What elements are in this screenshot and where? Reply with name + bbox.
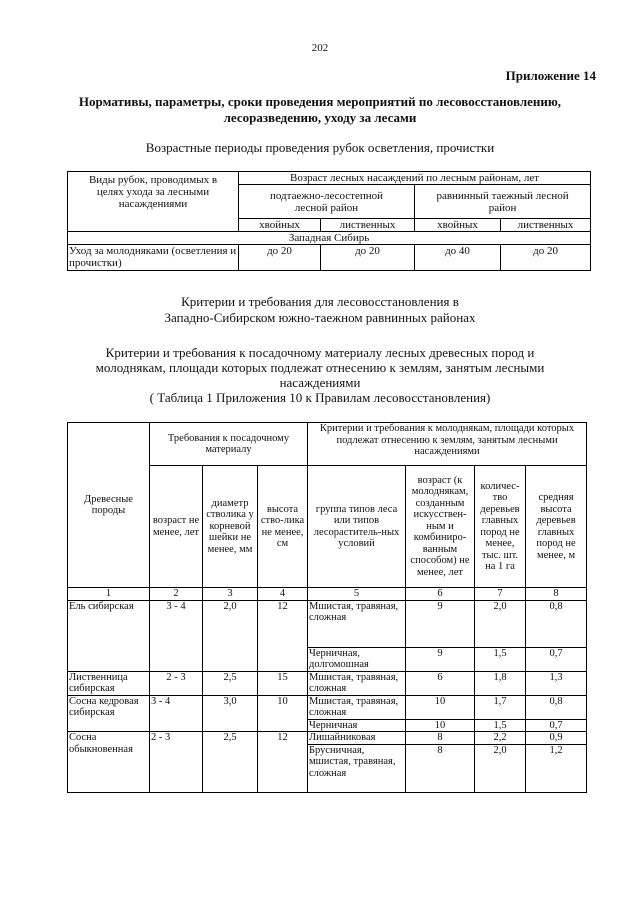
forest-group: Мшистая, травяная, сложная <box>308 600 406 647</box>
planting-diameter: 2,5 <box>203 732 258 793</box>
column-number: 3 <box>203 588 258 601</box>
species-name: Ель сибирская <box>68 600 150 671</box>
header-zone-2: равнинный таежный лесной район <box>415 185 591 219</box>
header-zone-1: подтаежно-лесостепной лесной район <box>239 185 415 219</box>
avg-height: 1,2 <box>526 744 587 792</box>
tree-count: 2,2 <box>475 732 526 745</box>
forest-group: Черничная <box>308 719 406 732</box>
table-row <box>68 695 587 719</box>
species-name: Лиственница сибирская <box>68 671 150 695</box>
header-deciduous: лиственных <box>501 219 591 232</box>
tree-count: 1,7 <box>475 695 526 719</box>
header-avg-height: средняя высота деревьев главных пород не менее, м <box>526 466 587 588</box>
species-name: Сосна обыкновенная <box>68 732 150 793</box>
tree-count: 2,0 <box>475 600 526 647</box>
avg-height: 1,3 <box>526 671 587 695</box>
header-species: Древесные породы <box>68 423 150 588</box>
forest-group: Мшистая, травяная, сложная <box>308 695 406 719</box>
forest-group: Черничная, долгомошная <box>308 647 406 671</box>
column-number: 6 <box>406 588 475 601</box>
young-age: 9 <box>406 600 475 647</box>
header-planting: Требования к посадочному материалу <box>150 423 308 466</box>
material-title <box>70 345 570 405</box>
table-row <box>68 600 587 647</box>
material-title-line: ( Таблица 1 Приложения 10 к Правилам лесовосстановления) <box>149 390 491 405</box>
material-title-line: насаждениями <box>279 375 361 390</box>
avg-height: 0,8 <box>526 600 587 647</box>
tree-count: 1,5 <box>475 647 526 671</box>
table-row <box>68 671 587 695</box>
planting-diameter: 2,5 <box>203 671 258 695</box>
young-age: 8 <box>406 732 475 745</box>
column-numbers-row <box>68 588 587 601</box>
header-deciduous: лиственных <box>321 219 415 232</box>
avg-height: 0,8 <box>526 695 587 719</box>
page-number: 202 <box>311 42 329 54</box>
header-age: Возраст лесных насаждений по лесным районам, лет <box>239 172 591 185</box>
header-diameter: диаметр стволика у корневой шейки не менее, мм <box>203 466 258 588</box>
species-name: Сосна кедровая сибирская <box>68 695 150 732</box>
criteria-title-line: Критерии и требования для лесовосстановления в <box>181 294 459 309</box>
header-forest-group: группа типов леса или типов лесораститель-ных условий <box>308 466 406 588</box>
forest-group: Лишайниковая <box>308 732 406 745</box>
column-number: 4 <box>258 588 308 601</box>
avg-height: 0,7 <box>526 647 587 671</box>
document-title-line: лесоразведению, уходу за лесами <box>223 110 417 125</box>
table-row <box>68 732 587 745</box>
column-number: 8 <box>526 588 587 601</box>
header-tree-count: количес-тво деревьев главных пород не менее, тыс. шт. на 1 га <box>475 466 526 588</box>
young-age: 10 <box>406 695 475 719</box>
young-age: 9 <box>406 647 475 671</box>
avg-height: 0,9 <box>526 732 587 745</box>
document-title-line: Нормативы, параметры, сроки проведения мероприятий по лесовосстановлению, <box>78 94 562 109</box>
planting-age: 2 - 3 <box>150 671 203 695</box>
planting-height: 10 <box>258 695 308 732</box>
header-conifer: хвойных <box>415 219 501 232</box>
row-label: Уход за молодняками (осветления и прочистки) <box>68 245 239 271</box>
planting-age: 3 - 4 <box>150 600 203 671</box>
planting-age: 3 - 4 <box>150 695 203 732</box>
planting-height: 12 <box>258 732 308 793</box>
planting-height: 12 <box>258 600 308 671</box>
age-periods-table <box>67 171 591 271</box>
age-table-title: Возрастные периоды проведения рубок осветления, прочистки <box>145 140 495 155</box>
cell-value: до 20 <box>501 245 591 271</box>
cell-value: до 40 <box>415 245 501 271</box>
avg-height: 0,7 <box>526 719 587 732</box>
tree-count: 1,5 <box>475 719 526 732</box>
forest-group: Мшистая, травяная, сложная <box>308 671 406 695</box>
criteria-title-line: Западно-Сибирском южно-таежном равнинных районах <box>164 310 476 325</box>
planting-age: 2 - 3 <box>150 732 203 793</box>
column-number: 5 <box>308 588 406 601</box>
region-row: Западная Сибирь <box>68 232 591 245</box>
young-age: 6 <box>406 671 475 695</box>
document-title <box>60 94 580 126</box>
header-height: высота ство-лика не менее, см <box>258 466 308 588</box>
young-age: 10 <box>406 719 475 732</box>
planting-diameter: 3,0 <box>203 695 258 732</box>
tree-count: 1,8 <box>475 671 526 695</box>
header-conifer: хвойных <box>239 219 321 232</box>
tree-count: 2,0 <box>475 744 526 792</box>
planting-diameter: 2,0 <box>203 600 258 671</box>
column-number: 7 <box>475 588 526 601</box>
cell-value: до 20 <box>321 245 415 271</box>
column-number: 1 <box>68 588 150 601</box>
appendix-label: Приложение 14 <box>505 68 596 83</box>
column-number: 2 <box>150 588 203 601</box>
header-young-age: возраст (к молоднякам, созданным искусствен-ным и комбиниро-ванным способом) не менее, лет <box>406 466 475 588</box>
material-title-line: молоднякам, площади которых подлежат отнесению к землям, занятым лесными <box>95 360 545 375</box>
header-cut-types: Виды рубок, проводимых в целях ухода за лесными насаждениями <box>68 172 239 232</box>
material-criteria-table <box>67 422 587 793</box>
criteria-title <box>60 294 580 326</box>
young-age: 8 <box>406 744 475 792</box>
header-age: возраст не менее, лет <box>150 466 203 588</box>
material-title-line: Критерии и требования к посадочному материалу лесных древесных пород и <box>105 345 535 360</box>
planting-height: 15 <box>258 671 308 695</box>
forest-group: Брусничная, мшистая, травяная, сложная <box>308 744 406 792</box>
cell-value: до 20 <box>239 245 321 271</box>
header-young: Критерии и требования к молоднякам, площади которых подлежат отнесению к землям, занятым лесными насаждениями <box>308 423 587 466</box>
